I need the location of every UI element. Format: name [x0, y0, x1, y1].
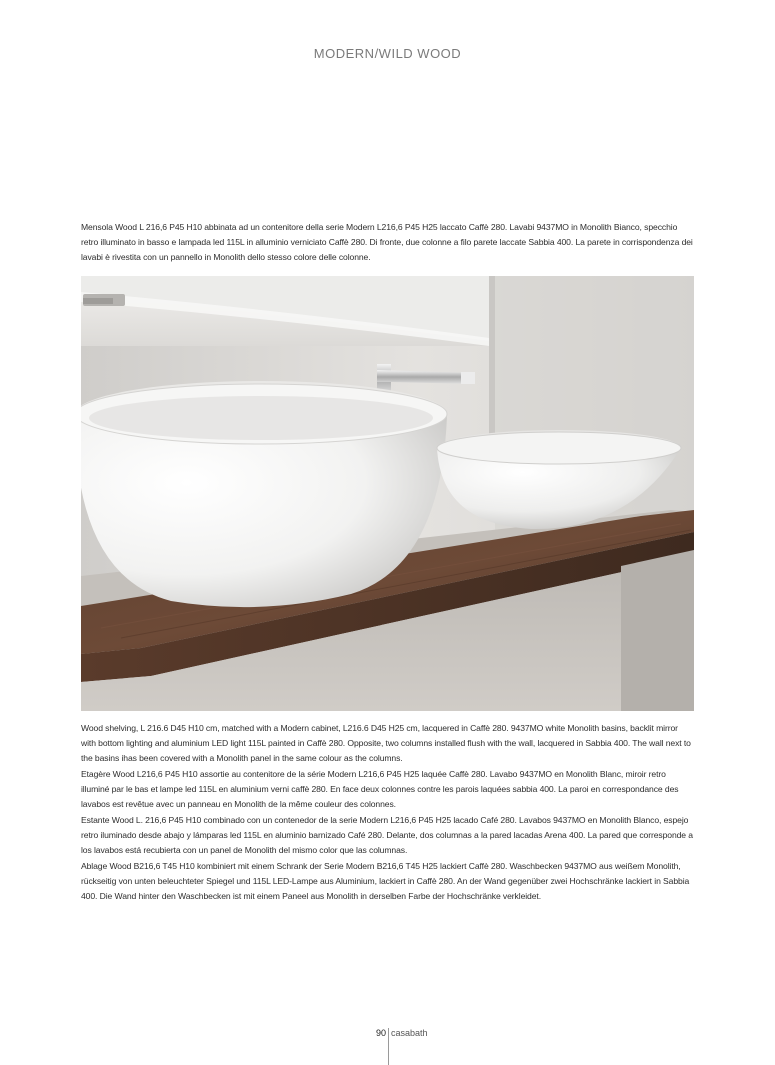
section-title: MODERN/WILD WOOD: [313, 46, 462, 61]
footer-divider: [388, 1028, 389, 1065]
page-footer: [0, 1028, 775, 1065]
caption-english: Wood shelving, L 216.6 D45 H10 cm, matched with a Modern cabinet, L216.6 D45 H25 cm, lacquered in Caffè 280. 9437MO white Monolith basins, backlit mirror with bottom lighting and aluminium LED light 115L painted in Caffè 280. Opposite, two columns installed flush with the wall, lacquered in Sabbia 400. The wall next to the basins ihas been covered with a Monolith panel in the same colour as the columns.: [81, 723, 691, 763]
brand-name: casabath: [391, 1028, 428, 1038]
caption-spanish: Estante Wood L. 216,6 P45 H10 combinado con un contenedor de la serie Modern L216,6 P45 H25 lacado Café 280. Lavabos 9437MO en Monolith Blanco, espejo retro iluminado desde abajo y lámparas led 115L en aluminio barnizado Café 280. Delante, dos columnas a la pared lacadas Arena 400. La pared que corresponde a los lavabos está recubierta con un panel de Monolith del mismo color que las columnas.: [81, 815, 693, 855]
caption-french: Etagère Wood L216,6 P45 H10 assortie au contenitore de la série Modern L216,6 P45 H25 laquée Caffè 280. Lavabo 9437MO en Monolith Blanc, miroir retro illuminé par le bas et lampe led 115L en aluminium verni caffè 280. En face deux colonnes contre les parois laquées sabbia 400. La paroi en correspondance des lavabos est revêtue avec un panneau en Monolith de la même couleur des colonnes.: [81, 769, 679, 809]
product-photo: [81, 276, 694, 711]
page-number: 90: [376, 1028, 387, 1038]
caption-german: Ablage Wood B216,6 T45 H10 kombiniert mit einem Schrank der Serie Modern B216,6 T45 H25 lackiert Caffè 280. Waschbecken 9437MO aus weißem Monolith, rückseitig von unten beleuchteter Spiegel und 115L LED-Lampe aus Aluminium, lackiert in Caffè 280. An der Wand gegenüber zwei Hochschränke lackiert in Sabbia 400. Die Wand hinter den Waschbecken ist mit einem Paneel aus Monolith in derselben Farbe der Hochschränke verkleidet.: [81, 861, 690, 901]
caption-italian: Mensola Wood L 216,6 P45 H10 abbinata ad un contenitore della serie Modern L216,6 P45 H25 laccato Caffè 280. Lavabi 9437MO in Monolith Bianco, specchio retro illuminato in basso e lampada led 115L in alluminio verniciato Caffè 280. Di fronte, due colonne a filo parete laccate Sabbia 400. La parete in corrispondenza dei lavabi è rivestita con un pannello in Monolith dello stesso colore delle colonne.: [81, 222, 693, 262]
